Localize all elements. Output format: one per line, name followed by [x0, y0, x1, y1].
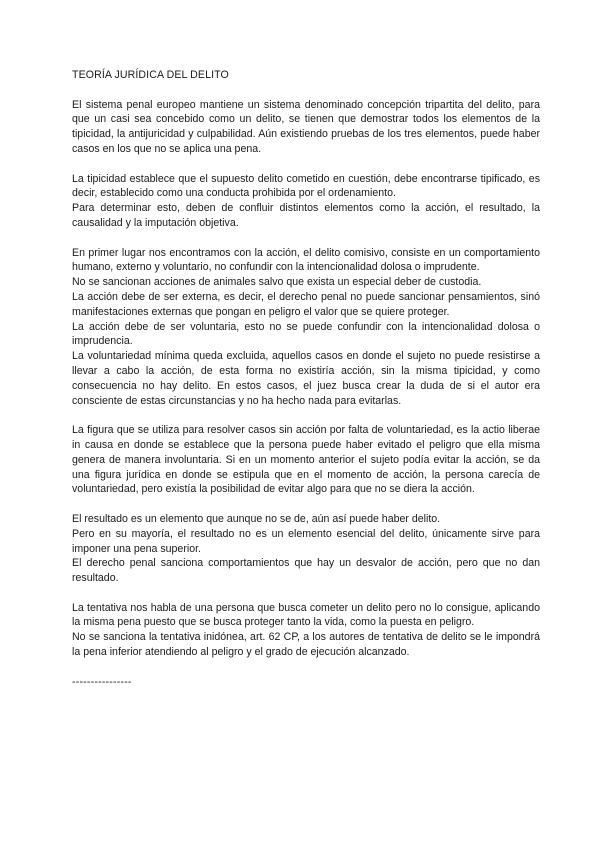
paragraph-line: La acción debe de ser externa, es decir, el derecho penal no puede sancionar pensamientos, sinó manifestaciones externas que pongan en peligro el valor que se quiere proteger. [72, 290, 540, 318]
paragraph-line: La acción debe de ser voluntaria, esto no se puede confundir con la intencionalidad dolosa o imprudencia. [72, 320, 540, 348]
paragraph-line: La figura que se utiliza para resolver casos sin acción por falta de voluntariedad, es la actio liberae in causa en donde se establece que la persona puede haber evitado el peligro que ella misma genera de manera involuntaria. Si en un momento anterior el sujeto podía evitar la acción, se da una figura jurídica en donde se estipula que en el momento de acción, la persona carecía de voluntariedad, pero existía la posibilidad de evitar algo para que no se diera la acción. [72, 424, 540, 496]
document-title: TEORÍA JURÍDICA DEL DELITO [72, 69, 229, 81]
paragraph-intro [72, 98, 540, 157]
paragraph-line: Pero en su mayoría, el resultado no es un elemento esencial del delito, únicamente sirve para imponer una pena superior. [72, 527, 540, 555]
paragraph-line: El resultado es un elemento que aunque no se de, aún así puede haber delito. [72, 512, 441, 525]
section-separator: ---------------- [72, 675, 132, 688]
paragraph-line: En primer lugar nos encontramos con la acción, el delito comisivo, consiste en un comportamiento humano, externo y voluntario, no confundir con la intencionalidad dolosa o imprudente. [72, 246, 540, 274]
paragraph-line: Para determinar esto, deben de confluir distintos elementos como la acción, el resultado, la causalidad y la imputación objetiva. [72, 202, 540, 229]
paragraph-tentativa [72, 601, 540, 660]
paragraph-line: El sistema penal europeo mantiene un sistema denominado concepción tripartita del delito, para que un casi sea concebido como un delito, se tienen que demostrar todos los elementos de la tipicidad, la antijuricidad y culpabilidad. Aún existiendo pruebas de los tres elementos, puede haber casos en los que no se aplica una pena. [72, 98, 540, 155]
paragraph-line: La tipicidad establece que el supuesto delito cometido en cuestión, debe encontrarse tipificado, es decir, establecido como una conducta prohibida por el ordenamiento. [72, 172, 540, 200]
document-body [72, 68, 540, 689]
paragraph-actio-liberae [72, 423, 540, 497]
paragraph-accion [72, 246, 540, 409]
paragraph-line: La tentativa nos habla de una persona que busca cometer un delito pero no lo consigue, aplicando la misma pena puesto que se busca proteger tanto la vida, como la puesta en peligro. [72, 601, 540, 629]
paragraph-line: La voluntariedad mínima queda excluida, aquellos casos en donde el sujeto no puede resistirse a llevar a cabo la acción, de esta forma no existiría acción, sin la misma tipicidad, y como consecuencia no hay delito. En estos casos, el juez busca crear la duda de si el autor era consciente de estas circunstancias y no ha hecho nada para evitarlas. [72, 350, 540, 407]
paragraph-line: El derecho penal sanciona comportamientos que hay un desvalor de acción, pero que no dan resultado. [72, 557, 540, 585]
paragraph-tipicidad [72, 172, 540, 231]
paragraph-line: No se sancionan acciones de animales salvo que exista un especial deber de custodia. [72, 276, 482, 289]
paragraph-line: No se sanciona la tentativa inidónea, art. 62 CP, a los autores de tentativa de delito se le impondrá la pena inferior atendiendo al peligro y el grado de ejecución alcanzado. [72, 631, 540, 659]
paragraph-resultado [72, 512, 540, 586]
